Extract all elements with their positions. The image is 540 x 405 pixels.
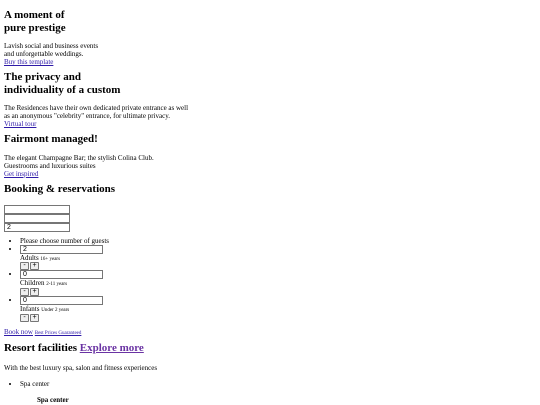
hero-desc-line1: Lavish social and business events: [4, 42, 99, 51]
book-now-link[interactable]: Book now: [4, 328, 33, 337]
children-note: 2-11 years: [46, 282, 68, 288]
adults-minus-button[interactable]: -: [20, 262, 29, 270]
privacy-title-line2: individuality of a custom: [4, 83, 121, 96]
privacy-title-line1: The privacy and: [4, 71, 82, 83]
hero-section: [4, 9, 304, 66]
children-item: [20, 270, 304, 296]
adults-note: 16+ years: [40, 256, 61, 262]
privacy-desc-line2: as an anonymous "celebrity" entrance, for ultimate privacy.: [4, 112, 171, 121]
privacy-desc-line1: The Residences have their own dedicated private entrance as well: [4, 104, 189, 113]
book-now-row: [4, 328, 304, 337]
hero-title-line1: A moment of: [4, 9, 65, 21]
children-input[interactable]: [20, 270, 103, 279]
explore-more-link[interactable]: Explore more: [79, 342, 144, 354]
hero-desc-line2: and unforgettable weddings.: [4, 50, 84, 59]
hero-description: [4, 42, 304, 66]
children-minus-button[interactable]: -: [20, 288, 29, 296]
adults-item: [20, 245, 304, 271]
get-inspired-link[interactable]: Get inspired: [4, 169, 39, 178]
resort-section: [4, 342, 504, 404]
fairmont-title: Fairmont managed!: [4, 133, 98, 145]
fairmont-desc-line2: Guestrooms and luxurious suites: [4, 161, 96, 170]
fairmont-description: [4, 154, 304, 178]
children-plus-button[interactable]: +: [30, 288, 39, 296]
booking-section: [4, 183, 304, 337]
hero-title-line2: pure prestige: [4, 21, 66, 34]
privacy-title: [4, 71, 304, 96]
fairmont-desc-line1: The elegant Champagne Bar; the stylish Colina Club.: [4, 153, 154, 162]
infants-minus-button[interactable]: -: [20, 314, 29, 322]
fairmont-section: [4, 133, 304, 178]
virtual-tour-link[interactable]: Virtual tour: [4, 120, 37, 129]
adults-plus-button[interactable]: +: [30, 262, 39, 270]
checkout-field[interactable]: [4, 214, 70, 223]
resort-title-text: Resort facilities: [4, 342, 77, 354]
resort-list: [4, 380, 504, 388]
best-price-link[interactable]: Best Prices Guaranteed: [34, 331, 82, 337]
privacy-section: [4, 71, 304, 128]
privacy-description: [4, 104, 304, 128]
guests-total-field[interactable]: [4, 223, 70, 232]
booking-fields: [4, 205, 304, 232]
guests-prompt: • Please choose number of guests: [20, 237, 304, 245]
infants-note: Under 2 years: [41, 308, 70, 314]
resort-title: [4, 342, 504, 355]
infants-plus-button[interactable]: +: [30, 314, 39, 322]
infants-label: Infants: [20, 305, 40, 314]
resort-description: With the best luxury spa, salon and fitness experiences: [4, 363, 158, 372]
adults-label: Adults: [20, 253, 39, 262]
hero-title: [4, 9, 304, 34]
children-label: Children: [20, 279, 45, 288]
adults-input[interactable]: [20, 245, 103, 254]
buy-template-link[interactable]: Buy this template: [4, 58, 54, 67]
booking-title: Booking & reservations: [4, 183, 116, 195]
spa-center-heading: Spa center: [37, 395, 69, 404]
checkin-field[interactable]: [4, 205, 70, 214]
infants-input[interactable]: [20, 296, 103, 305]
spa-center-item[interactable]: • Spa center: [20, 380, 504, 388]
guests-list: [4, 237, 304, 322]
infants-item: [20, 296, 304, 322]
